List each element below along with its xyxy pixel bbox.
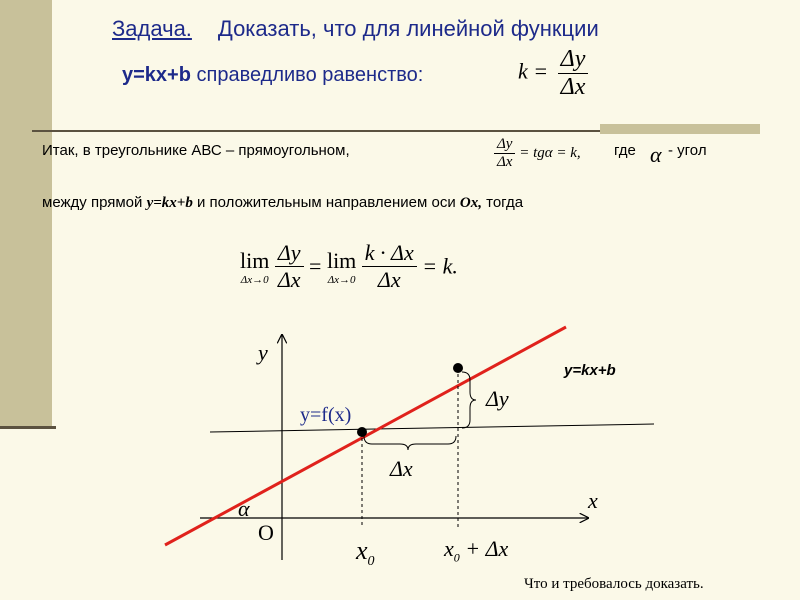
x-axis-label: x: [588, 488, 598, 513]
title-label: Задача.: [112, 16, 192, 41]
main-formula-den: Δx: [558, 73, 589, 101]
limit-sub-1: Δx→0: [240, 273, 269, 286]
x0dx-rest: + Δx: [459, 536, 509, 561]
proof-formula-den: Δx: [494, 153, 515, 171]
proof-line-1: Итак, в треугольнике АВС – прямоугольном,: [42, 142, 350, 159]
alpha-angle-label: α: [238, 496, 250, 521]
proof-angle: - угол: [668, 142, 707, 159]
main-formula-num: Δy: [560, 46, 586, 72]
x0-sub: 0: [367, 554, 375, 570]
origin-label: O: [258, 520, 274, 545]
title-text: Доказать, что для линейной функции: [217, 16, 599, 41]
point-x0: [357, 427, 367, 437]
limit-lim-2: lim: [326, 247, 357, 273]
line-label: y=kx+b: [564, 362, 616, 379]
x0dx-sub: 0: [453, 550, 460, 565]
function-line: [165, 327, 566, 545]
limit-num-2: k · Δx: [364, 240, 414, 265]
proof-line-2-axis: Ox,: [459, 195, 482, 211]
x0dx-label: [444, 536, 508, 565]
dy-label: Δy: [486, 386, 509, 411]
proof-formula-num: Δy: [497, 136, 513, 152]
conclusion-text: Что и требовалось доказать.: [524, 576, 704, 592]
subtitle-text: справедливо равенство:: [190, 64, 424, 86]
x0-label: [356, 536, 375, 570]
dx-brace: [364, 436, 456, 450]
limit-sub-2: Δx→0: [327, 273, 356, 286]
point-x0dx: [453, 363, 463, 373]
y-axis-label: y: [258, 340, 268, 365]
x0dx-main: x: [444, 536, 454, 561]
level-line: [210, 424, 654, 432]
limit-lim-1: lim: [240, 247, 270, 273]
proof-line-2-a: между прямой: [42, 194, 147, 211]
limit-result: = k.: [422, 253, 458, 279]
main-formula-lhs: k =: [518, 58, 549, 84]
proof-formula-rest: = tgα = k,: [519, 144, 581, 161]
limit-num-1: Δy: [277, 240, 301, 265]
proof-line-2-b: и положительным направлением оси: [192, 194, 460, 211]
limit-den-2: Δx: [362, 266, 417, 293]
limit-den-1: Δx: [275, 266, 304, 293]
dx-label: Δx: [390, 456, 413, 481]
subtitle-func: y=kx+b: [122, 64, 191, 86]
func-label: y=f(x): [300, 404, 352, 426]
proof-line-2-c: тогда: [481, 194, 524, 211]
x0-main: x: [356, 536, 368, 565]
limit-eq: =: [309, 253, 322, 279]
alpha-symbol: α: [650, 142, 662, 167]
proof-line-2-func: y=kx+b: [146, 195, 193, 211]
proof-where: где: [614, 142, 636, 159]
